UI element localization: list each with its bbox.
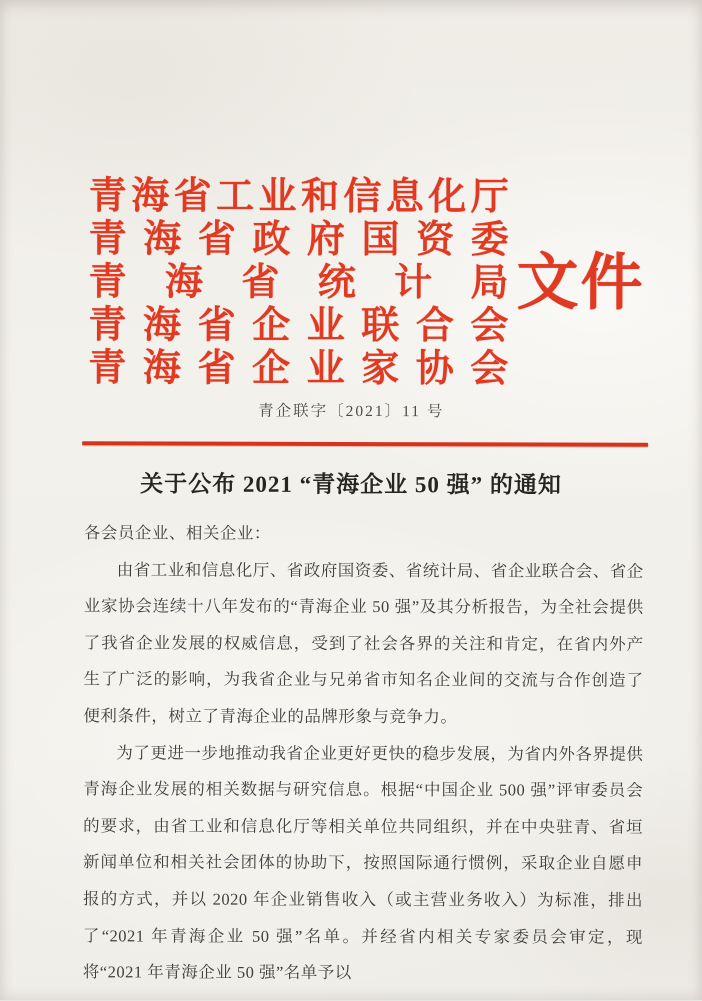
red-divider-line [82,441,648,446]
org-name-line: 青海省企业联合会 [88,304,509,348]
salutation: 各会员企业、相关企业： [83,523,271,543]
document-title: 关于公布 2021 “青海企业 50 强” 的通知 [140,471,562,498]
org-name-line: 青海省统计局 [88,261,509,305]
file-label: 文件 [516,249,645,318]
org-name-line: 青海省工业和信息化厅 [88,175,509,219]
body-paragraph: 由省工业和信息化厅、省政府国资委、省统计局、省企业联合会、省企业家协会连续十八年发布的“青海企业 50 强”及其分析报告，为全社会提供了我省企业发展的权威信息，受到了社会各界的关注和肯定，在省内外产生了广泛的影响，为我省企业与兄弟省市知名企业间的交流与合作创造了便利条件，树立了青海企业的品牌形象与竞争力。 [83,559,644,727]
org-name-line: 青海省企业家协会 [88,347,509,391]
red-letterhead [88,175,509,391]
doc-number: 青企联字〔2021〕11 号 [258,402,445,421]
body-paragraph: 为了更进一步地推动我省企业更好更快的稳步发展，为省内外各界提供青海企业发展的相关数据与研究信息。根据“中国企业 500 强”评审委员会的要求，由省工业和信息化厅等相关单位共同组织，并在中央驻青、省垣新闻单位和相关社会团体的协助下，按照国际通行惯例，采取企业自愿申报的方式，并以 2020 年企业销售收入（或主营业务收入）为标准，排出了“2021 年青海企业 50 强”名单。并经省内相关专家委员会审定，现将“2021 年青海企业 50 强”名单予以 [82,742,644,983]
org-name-line: 青海省政府国资委 [88,218,509,262]
document-body [83,515,644,992]
